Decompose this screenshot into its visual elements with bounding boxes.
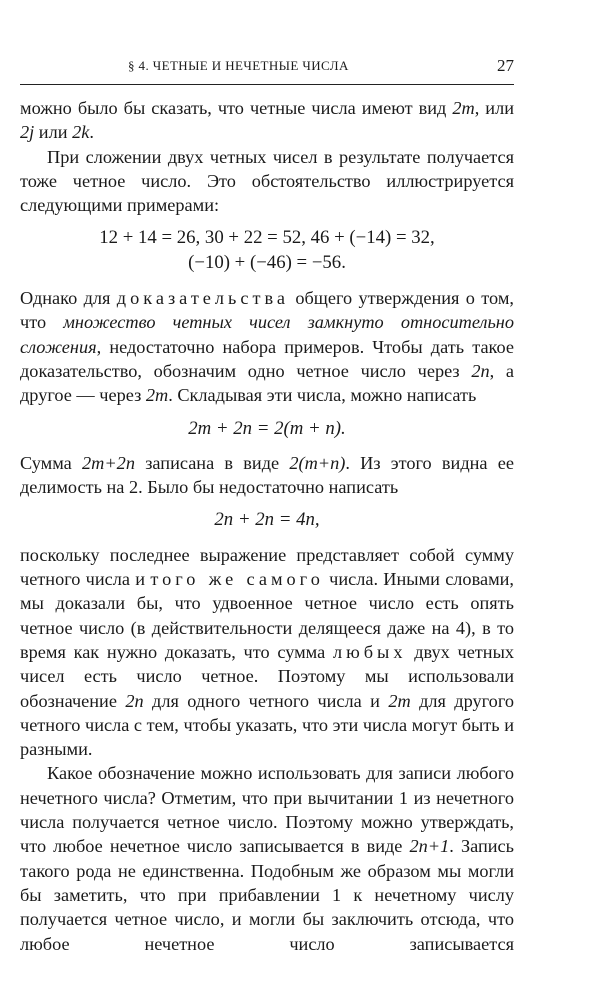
spaced-emphasis: доказательства [116, 288, 289, 309]
text: . Складывая эти числа, можно написать [168, 385, 477, 406]
paragraph-6 [20, 761, 514, 980]
math-expression: 2m [452, 98, 475, 118]
math-expression: 2m [145, 385, 169, 406]
text: двух четных чисел есть число четное. Поэтому мы использовали обозначение [20, 641, 515, 711]
text: можно было бы сказать, что четные числа имеют вид [20, 98, 453, 118]
page-body [20, 96, 514, 980]
text: Какое обозначение можно использовать для записи любого нечетного числа? Отметим, что при вычитании 1 из нечетного числа получается четное число. Поэтому можно утверждать, что любое нечетное число записывается в виде [20, 763, 514, 857]
paragraph-5 [20, 543, 514, 762]
text: записана в виде [134, 452, 290, 473]
text: числа. Иными словами, мы доказали бы, что удвоенное четное число есть опять четное число (в действительности делящееся даже на 4), в то время как нужно доказать, что сумма [20, 569, 514, 662]
running-title: § 4. ЧЕТНЫЕ И НЕЧЕТНЫЕ ЧИСЛА [128, 58, 349, 73]
math-expression: 2n [471, 360, 490, 381]
paragraph-3 [20, 286, 514, 407]
paragraph-2: При сложении двух четных чисел в результате получается тоже четное число. Это обстоятельство иллюстрируется следующими примерами: [20, 146, 514, 216]
page-header [20, 52, 514, 85]
page-number: 27 [497, 56, 514, 75]
text: , или [474, 98, 514, 118]
text: общего утверждения о том, что [20, 288, 514, 333]
text: . Запись такого рода не единственна. Подобным же образом мы могли бы заметить, что при прибавлении 1 к нечетному числу получается четное число, и могли бы заключить отсюда, что любое нечетное число записывается [20, 836, 514, 954]
text: для другого четного числа с тем, чтобы указать, что эти числа могут быть и разными. [20, 690, 515, 760]
text: Сумма [20, 452, 82, 473]
math-expression: 2n [125, 690, 144, 711]
text: . Из этого видна ее делимость на 2. Было бы недостаточно написать [20, 452, 514, 498]
formula-examples [20, 226, 514, 275]
text: , недостаточно набора примеров. Чтобы дать такое доказательство, обозначим одно четное число через [20, 336, 514, 381]
math-expression: 2j [20, 122, 35, 143]
spaced-emphasis: любых [332, 641, 407, 662]
math-expression: 2m [388, 690, 411, 711]
formula-line: 12 + 14 = 26, 30 + 22 = 52, 46 + (−14) = 32, [99, 227, 435, 249]
math-expression: 2(m+n) [289, 452, 346, 473]
text: Однако для [20, 288, 117, 309]
text: для одного четного числа и [143, 690, 389, 711]
spaced-emphasis: того же самого [150, 569, 324, 590]
text: поскольку последнее выражение представляет собой сумму четного числа и [20, 544, 514, 590]
italic-emphasis: множество четных чисел замкнуто относительно сложения [20, 312, 515, 357]
math-expression: 2m+2n [82, 452, 135, 473]
text: , а другое — через [20, 360, 514, 406]
text: или [34, 122, 73, 143]
math-expression: 2k [72, 122, 90, 143]
formula-sum: 2m + 2n = 2(m + n). [188, 417, 346, 439]
paragraph-4 [20, 451, 514, 500]
formula-line: (−10) + (−46) = −56. [188, 251, 346, 273]
paragraph-1 [20, 96, 514, 145]
formula-double: 2n + 2n = 4n, [214, 509, 320, 531]
text: . [89, 122, 94, 143]
math-expression: 2n+1 [409, 836, 450, 857]
